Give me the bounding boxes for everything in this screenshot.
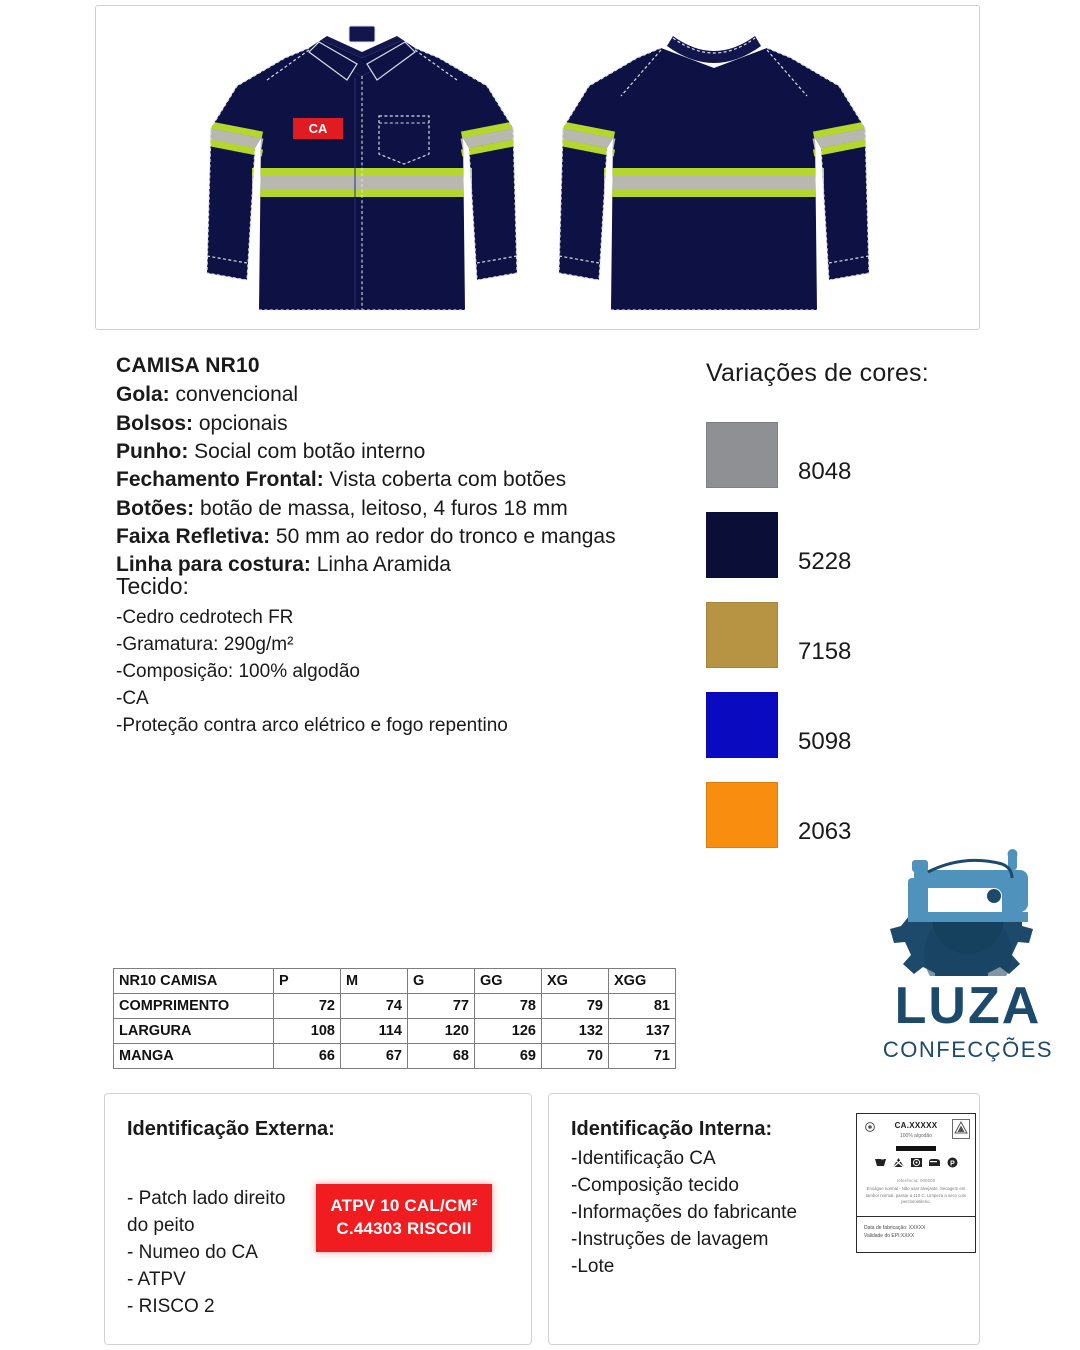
color-swatch-5228 bbox=[706, 512, 778, 578]
fabric-block bbox=[116, 572, 696, 740]
swatch-row bbox=[706, 680, 1036, 758]
internal-id-item: -Identificação CA bbox=[571, 1148, 716, 1169]
color-code: 2063 bbox=[798, 818, 852, 845]
measure-value: 137 bbox=[609, 1019, 676, 1044]
fabric-item: -Gramatura: 290g/m² bbox=[116, 633, 294, 655]
external-id-title: Identificação Externa: bbox=[127, 1118, 335, 1140]
spec-block bbox=[116, 352, 696, 580]
swatch-row bbox=[706, 590, 1036, 668]
care-validity: Validade do EPI:XXXX bbox=[864, 1233, 915, 1240]
logo-wordmark: LUZA bbox=[894, 977, 1042, 1035]
color-swatch-8048 bbox=[706, 422, 778, 488]
care-instructions: Enxágue normal - Não usar alvejante. Secagem em tambor normal, passar a 110 C. Limpeza a seco com percloroetileno. bbox=[865, 1186, 967, 1205]
fabric-heading: Tecido: bbox=[116, 573, 189, 599]
shirt-front-illustration bbox=[197, 18, 527, 318]
measure-value: 120 bbox=[408, 1019, 475, 1044]
measure-label: LARGURA bbox=[114, 1019, 274, 1044]
measure-value: 72 bbox=[274, 994, 341, 1019]
ca-patch-label: CA bbox=[308, 120, 327, 136]
measure-value: 78 bbox=[475, 994, 542, 1019]
iron-symbol-icon bbox=[928, 1157, 941, 1168]
fabric-item: -CA bbox=[116, 687, 149, 709]
fabric-item: -Cedro cedrotech FR bbox=[116, 606, 294, 628]
measure-label: COMPRIMENTO bbox=[114, 994, 274, 1019]
measure-value: 74 bbox=[341, 994, 408, 1019]
spec-row-gola bbox=[116, 381, 696, 409]
spec-label: Linha para costura: bbox=[116, 553, 311, 577]
spec-label: Punho: bbox=[116, 440, 189, 464]
measure-label: MANGA bbox=[114, 1044, 274, 1069]
spec-value: Social com botão interno bbox=[194, 440, 426, 464]
external-id-item: - ATPV bbox=[127, 1268, 186, 1290]
internal-id-item: -Informações do fabricante bbox=[571, 1201, 798, 1223]
internal-id-item: -Lote bbox=[571, 1255, 615, 1277]
fabric-item: -Composição: 100% algodão bbox=[116, 660, 360, 682]
spec-row-fechamento bbox=[116, 466, 696, 494]
color-variations-title: Variações de cores: bbox=[706, 359, 929, 387]
measure-value: 77 bbox=[408, 994, 475, 1019]
sewing-machine-gear-icon bbox=[884, 848, 1052, 976]
measure-value: 114 bbox=[341, 1019, 408, 1044]
measure-value: 126 bbox=[475, 1019, 542, 1044]
size-header-GG: GG bbox=[475, 969, 542, 994]
measure-value: 81 bbox=[609, 994, 676, 1019]
size-chart-table bbox=[113, 968, 676, 1069]
spec-row-faixa bbox=[116, 523, 696, 551]
spec-row-bolsos bbox=[116, 410, 696, 438]
internal-id-title: Identificação Interna: bbox=[571, 1118, 773, 1140]
table-row bbox=[114, 994, 676, 1019]
ca-patch bbox=[293, 118, 343, 139]
care-symbols-note: referência: 000000 bbox=[896, 1178, 936, 1183]
table-row bbox=[114, 1044, 676, 1069]
measure-value: 132 bbox=[542, 1019, 609, 1044]
internal-id-item: -Instruções de lavagem bbox=[571, 1228, 769, 1250]
dry-clean-symbol-icon bbox=[946, 1157, 959, 1168]
spec-value: Vista coberta com botões bbox=[329, 468, 567, 492]
table-corner-label: NR10 CAMISA bbox=[114, 969, 274, 994]
internal-id-item: -Composição tecido bbox=[571, 1174, 739, 1196]
color-variations-panel bbox=[706, 358, 1036, 860]
spec-row-botoes bbox=[116, 495, 696, 523]
spec-value: opcionais bbox=[198, 411, 288, 435]
spec-value: 50 mm ao redor do tronco e mangas bbox=[275, 525, 616, 549]
measure-value: 79 bbox=[542, 994, 609, 1019]
spec-title: CAMISA NR10 bbox=[116, 354, 260, 377]
spec-label: Botões: bbox=[116, 496, 195, 520]
spec-row-punho bbox=[116, 438, 696, 466]
logo-tagline: CONFECÇÕES bbox=[882, 1037, 1054, 1062]
shirt-back-illustration bbox=[549, 18, 879, 318]
measure-value: 70 bbox=[542, 1044, 609, 1069]
care-symbols-row bbox=[857, 1157, 975, 1168]
spec-value: convencional bbox=[175, 383, 299, 407]
shirt-illustrations bbox=[96, 6, 979, 329]
size-header-G: G bbox=[408, 969, 475, 994]
swatch-row bbox=[706, 410, 1036, 488]
measure-value: 108 bbox=[274, 1019, 341, 1044]
measure-value: 67 bbox=[341, 1044, 408, 1069]
external-id-item: - Numeo do CA bbox=[127, 1241, 258, 1263]
company-logo bbox=[868, 848, 1068, 1061]
spec-label: Bolsos: bbox=[116, 411, 194, 435]
color-code: 7158 bbox=[798, 638, 852, 665]
color-code: 5228 bbox=[798, 548, 852, 575]
color-code: 5098 bbox=[798, 728, 852, 755]
atpv-patch-line2: C.44303 RISCOII bbox=[336, 1219, 472, 1238]
size-header-M: M bbox=[341, 969, 408, 994]
color-code: 8048 bbox=[798, 458, 852, 485]
fabric-item: -Proteção contra arco elétrico e fogo repentino bbox=[116, 714, 508, 736]
atpv-patch bbox=[316, 1184, 492, 1252]
measure-value: 68 bbox=[408, 1044, 475, 1069]
spec-label: Gola: bbox=[116, 383, 170, 407]
care-redaction-bar bbox=[896, 1146, 936, 1151]
color-swatch-2063 bbox=[706, 782, 778, 848]
external-id-item: do peito bbox=[127, 1214, 195, 1236]
care-label-footer bbox=[864, 1224, 925, 1241]
swatch-row bbox=[706, 770, 1036, 848]
size-header-XGG: XGG bbox=[609, 969, 676, 994]
color-swatch-5098 bbox=[706, 692, 778, 758]
table-header-row bbox=[114, 969, 676, 994]
illustration-frame bbox=[95, 5, 980, 330]
external-id-item: - RISCO 2 bbox=[127, 1295, 215, 1317]
table-row bbox=[114, 1019, 676, 1044]
atpv-patch-line1: ATPV 10 CAL/CM² bbox=[330, 1196, 478, 1216]
measure-value: 69 bbox=[475, 1044, 542, 1069]
wash-symbol-icon bbox=[874, 1157, 887, 1168]
external-id-item: - Patch lado direito bbox=[127, 1188, 286, 1209]
care-manufacture-date: Data de fabricação: XXXXX bbox=[864, 1225, 926, 1231]
spec-value: botão de massa, leitoso, 4 furos 18 mm bbox=[200, 496, 568, 520]
tumble-dry-symbol-icon bbox=[910, 1157, 923, 1168]
care-ca-number: CA.XXXXX bbox=[894, 1121, 938, 1130]
svg-text:P: P bbox=[949, 1160, 955, 1168]
bleach-symbol-icon bbox=[892, 1157, 905, 1168]
care-label-divider bbox=[857, 1216, 975, 1217]
measure-value: 71 bbox=[609, 1044, 676, 1069]
care-composition: 100% algodão bbox=[900, 1133, 932, 1139]
spec-value: Linha Aramida bbox=[316, 553, 451, 577]
size-header-XG: XG bbox=[542, 969, 609, 994]
swatch-row bbox=[706, 500, 1036, 578]
color-swatch-7158 bbox=[706, 602, 778, 668]
spec-label: Fechamento Frontal: bbox=[116, 468, 324, 492]
size-header-P: P bbox=[274, 969, 341, 994]
spec-label: Faixa Refletiva: bbox=[116, 525, 271, 549]
measure-value: 66 bbox=[274, 1044, 341, 1069]
care-label-graphic bbox=[856, 1113, 976, 1253]
